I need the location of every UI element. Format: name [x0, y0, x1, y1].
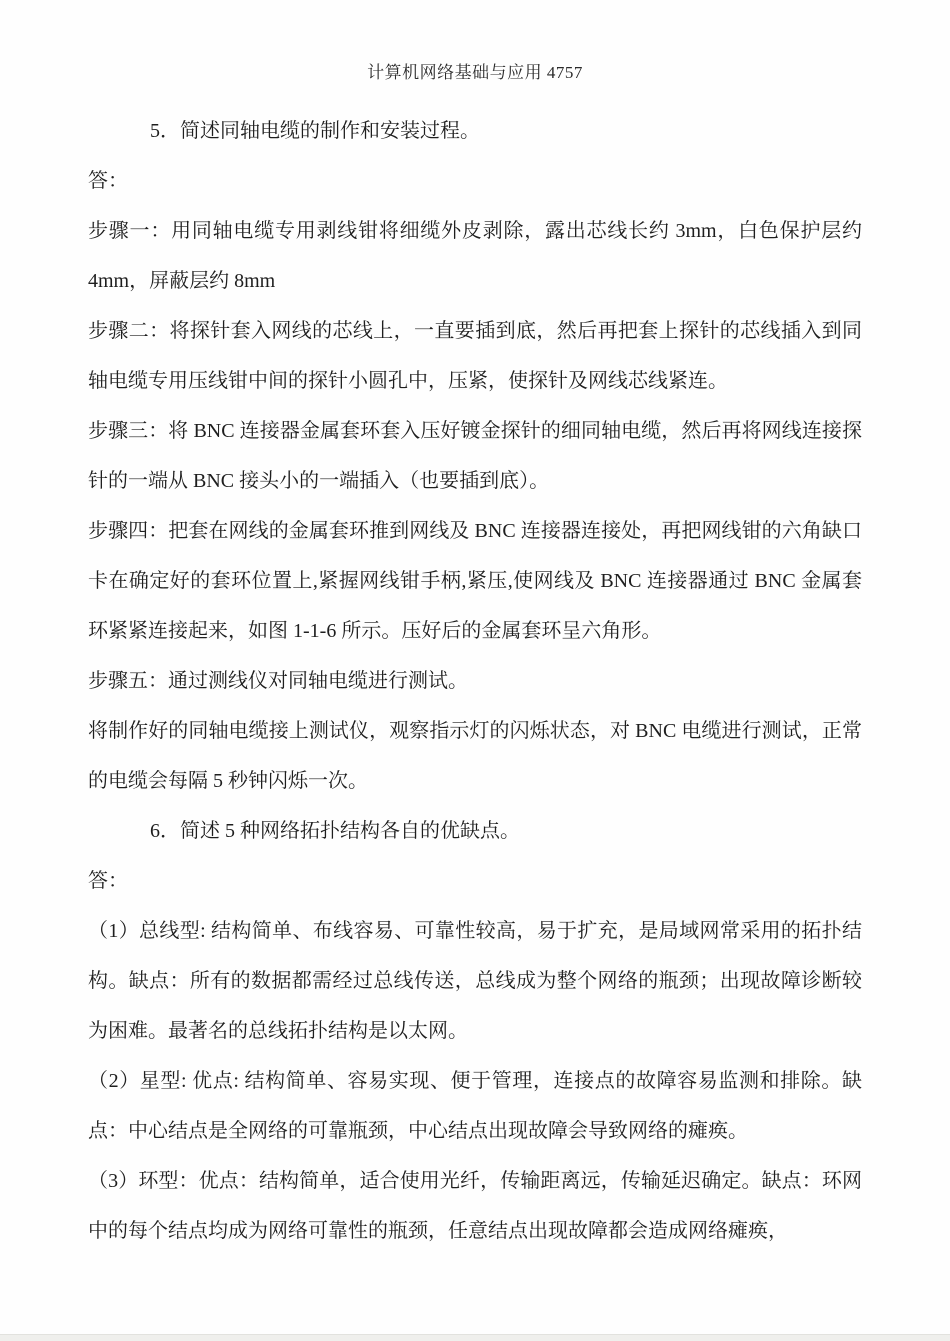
- question-6-topology-star: （2）星型: 优点: 结构简单、容易实现、便于管理，连接点的故障容易监测和排除。缺点：中心结点是全网络的可靠瓶颈，中心结点出现故障会导致网络的瘫痪。: [88, 1070, 862, 1142]
- question-5-test-detail: 将制作好的同轴电缆接上测试仪，观察指示灯的闪烁状态，对 BNC 电缆进行测试，正常的电缆会每隔 5 秒钟闪烁一次。: [88, 720, 862, 792]
- question-6-topology-bus: （1）总线型: 结构简单、布线容易、可靠性较高，易于扩充，是局域网常采用的拓扑结构。缺点：所有的数据都需经过总线传送，总线成为整个网络的瓶颈；出现故障诊断较为困难。最著名的总线拓扑结构是以太网。: [88, 920, 862, 1042]
- question-5-step-5: 步骤五：通过测线仪对同轴电缆进行测试。: [88, 670, 468, 692]
- question-5-step-1: 步骤一：用同轴电缆专用剥线钳将细缆外皮剥除，露出芯线长约 3mm，白色保护层约 4mm，屏蔽层约 8mm: [88, 220, 862, 292]
- question-6-heading: 6．简述 5 种网络拓扑结构各自的优缺点。: [150, 820, 520, 842]
- question-5-answer-label: 答：: [88, 170, 128, 192]
- question-5-heading: 5．简述同轴电缆的制作和安装过程。: [150, 120, 480, 142]
- document-body: [0, 86, 950, 1256]
- question-5-step-4: 步骤四：把套在网线的金属套环推到网线及 BNC 连接器连接处，再把网线钳的六角缺口卡在确定好的套环位置上,紧握网线钳手柄,紧压,使网线及 BNC 连接器通过 BNC 金属套环紧紧连接起来，如图 1-1-6 所示。压好后的金属套环呈六角形。: [88, 520, 862, 642]
- page-bottom-edge: [0, 1334, 950, 1341]
- question-6-topology-ring: （3）环型：优点：结构简单，适合使用光纤，传输距离远，传输延迟确定。缺点：环网中的每个结点均成为网络可靠性的瓶颈，任意结点出现故障都会造成网络瘫痪，: [88, 1170, 862, 1242]
- question-5-step-2: 步骤二：将探针套入网线的芯线上，一直要插到底，然后再把套上探针的芯线插入到同轴电缆专用压线钳中间的探针小圆孔中，压紧，使探针及网线芯线紧连。: [88, 320, 862, 392]
- question-6-answer-label: 答：: [88, 870, 128, 892]
- question-5-step-3: 步骤三：将 BNC 连接器金属套环套入压好镀金探针的细同轴电缆，然后再将网线连接探针的一端从 BNC 接头小的一端插入（也要插到底）。: [88, 420, 862, 492]
- document-header-title: 计算机网络基础与应用 4757: [367, 63, 583, 82]
